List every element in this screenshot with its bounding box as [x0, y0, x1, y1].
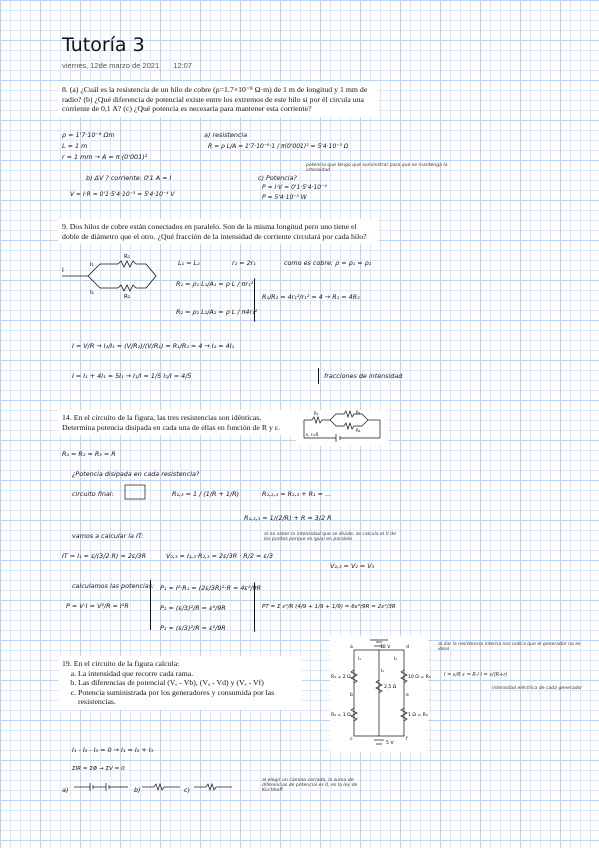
p19-node-c: c	[350, 737, 353, 742]
p9-line-copper: como es cobre: ρ = ρ₁ = ρ₂	[284, 259, 372, 267]
p19-sketch-b	[142, 780, 182, 794]
p8-line-radius: r = 1 mm → A = π (0'001)²	[62, 153, 148, 161]
p19-label-R3: 10 Ω = R₃	[408, 675, 431, 680]
p19-node-b: b	[350, 693, 353, 698]
p19-label-I1: I₁	[358, 656, 361, 661]
p14-line-V23: V₂,₃ = I₂,₃·R₂,₃ = 2ε/3R · R/2 = ε/3	[166, 552, 274, 560]
p8-line-power-formula: P = I·V = 0'1·5'4·10⁻⁴	[262, 184, 327, 191]
page-date	[62, 61, 192, 70]
p9-line-R1: R₁ = ρ₁ L₁/A₁ = ρ L / πr₁²	[176, 280, 254, 288]
problem8-statement: 8. (a) ¿Cuál es la resistencia de un hilo de cobre (ρ=1.7×10⁻⁸ Ω·m) de 1 m de longitud y 1 mm de radio? (b) ¿Qué diferencia de potencial existe entre los extremos de este hilo si por él circula una corriente de 0,1 A? (c) ¿Qué potencia es necesaria para mantener esta corriente?	[58, 82, 378, 117]
p19-circuit-diagram	[330, 636, 431, 752]
p14-circuit-diagram	[296, 410, 388, 446]
p9-line-R2: R₂ = ρ₂ L₂/A₂ = ρ L / π4r₁²	[176, 308, 258, 316]
p9-label-R2: R₂	[124, 294, 131, 300]
p14-line-calc-power: calculamos las potencias:	[72, 582, 155, 590]
p19-label-R4: 1 Ω = R₄	[408, 713, 428, 718]
p19-line-a: a)	[62, 786, 69, 794]
p14-note: al no saber la intensidad que se divide, se calcula el V de los puntos porque es igual en paralelo	[264, 532, 396, 542]
p19-line-kirchhoff-loop: ΣIR = ΣΦ → ΣV = 0	[72, 766, 125, 772]
p19-label-I2: I₂	[381, 668, 384, 673]
p9-label-I2: I₂	[90, 290, 94, 296]
p14-divider	[150, 580, 153, 630]
time-text: 12:07	[173, 61, 192, 70]
p19-node-e: e	[406, 693, 409, 698]
problem14-statement: 14. En el circuito de la figura, las tres resistencias son idénticas. Determina potencia disipada en cada una de ellas en función de R y ε.	[58, 410, 298, 435]
p19-intro: 19. En el circuito de la figura calcula:	[62, 659, 180, 668]
p9-line-fractions: I = I₁ + 4I₁ = 5I₁ → I₁/I = 1/5 I₂/I = 4/5	[72, 372, 192, 380]
p8-line-a: a) resistencia	[204, 131, 248, 139]
p9-circuit-diagram	[60, 254, 160, 300]
p9-line-lengths: L₁ = L₂	[178, 259, 200, 267]
p8-note: potencia que tengo que suministrar para que se mantenga la intensidad	[306, 163, 448, 173]
p8-line-c: c) Potencia?	[258, 174, 297, 182]
p14-line-IT: IT = I₁ = ε/(3/2 R) = 2ε/3R	[62, 552, 147, 560]
p14-line-P1: P₁ = I²·R₁ = (2ε/3R)²·R = 4ε²/9R	[160, 584, 262, 592]
p14-final-circuit	[124, 484, 146, 500]
p14-line-R123-result: R₁,₂,₃ = 1/(2/R) + R = 3/2 R	[244, 514, 332, 522]
p19-label-5V: 5 V	[386, 741, 394, 746]
p9-line-current-ratio: I = V/R → I₂/I₁ = (V/R₂)/(V/R₁) = R₁/R₂ = 4 → I₂ = 4I₁	[72, 342, 235, 350]
p19-item-b: b. Las diferencias de potencial (Vₑ - Vb), (Vₐ - Vd) y (Vₑ - Vf)	[78, 678, 298, 688]
problem19-statement	[58, 656, 302, 710]
p14-label-R3: R₃	[356, 428, 361, 433]
p19-items	[62, 669, 298, 707]
p9-line-radii: r₂ = 2r₁	[232, 259, 256, 267]
p14-line-power-formula: P = V·I = V²/R = I²R	[66, 602, 129, 610]
p14-line-P3: P₃ = (ε/3)²/R = ε²/9R	[160, 624, 226, 632]
p14-line-R123: R₁,₂,₃ = R₂,₃ + R₁ = ...	[262, 490, 332, 498]
p14-label-emf: ε, r=0	[306, 432, 319, 437]
p19-line-b: b)	[134, 786, 141, 794]
page-title: Tutoría 3	[62, 34, 145, 56]
p9-label-fractions: fracciones de intensidad	[324, 372, 403, 380]
p9-brace	[254, 278, 257, 322]
p19-item-c: c. Potencia suministrada por los generadores y consumida por las resistencias.	[78, 688, 298, 707]
p9-label-I: I	[62, 267, 64, 274]
p19-label-R1: R₁ = 2 Ω	[331, 675, 351, 680]
problem9-statement: 9. Dos hilos de cobre están conectados en paralelo. Son de la misma longitud pero uno tiene el doble de diámetro que el otro. ¿Qué fracción de la intensidad de corriente circulará por cada hilo?	[58, 219, 378, 244]
p14-line-question: ¿Potencia disipada en cada resistencia?	[72, 470, 200, 478]
p19-label-2-5ohm: 2,5 Ω	[384, 685, 397, 690]
p19-item-a: a. La intensidad que recorre cada rama.	[78, 669, 298, 679]
p14-label-R1: R₁	[314, 411, 319, 416]
p19-note-generator: intensidad eléctrica de cada generador	[492, 686, 583, 691]
p8-line-rho: ρ = 1'7·10⁻⁸ Ωm	[62, 131, 115, 139]
p14-line-P2: P₂ = (ε/3)²/R = ε²/9R	[160, 604, 226, 612]
p9-line-ratio: R₁/R₂ = 4r₁²/r₁² = 4 → R₁ = 4R₂	[262, 293, 360, 301]
p19-note-formulas: I = ε/R ε = R·I I = ε/(R+r)	[444, 672, 508, 678]
p9-brace-2	[318, 368, 321, 384]
p19-note-internal: al dar la resistencia interna nos indica que el generador no es ideal	[438, 642, 581, 652]
p14-line-equal: R₁ = R₂ = R₃ = R	[62, 450, 116, 458]
date-text: viernes, 12de marzo de 2021	[62, 61, 160, 70]
p14-line-PT: PT = Σ ε²/R (4/9 + 1/9 + 1/9) = 6ε²/9R = 2ε²/3R	[262, 604, 396, 610]
p19-node-a: a	[350, 645, 353, 650]
p14-line-V-equal: V₂,₃ = V₂ = V₃	[330, 562, 375, 570]
p14-line-R23: R₂,₃ = 1 / (1/R + 1/R)	[172, 490, 240, 498]
p14-brace	[254, 582, 257, 632]
p8-line-power-result: P = 5'4·10⁻⁵ W	[262, 194, 307, 201]
p9-label-R1: R₁	[124, 254, 131, 260]
p8-line-b: b) ΔV ? corriente: 0'1 A = I	[86, 174, 172, 182]
p19-label-12V: 12 V	[380, 645, 391, 650]
p19-node-f: f	[406, 737, 408, 742]
p19-line-c: c)	[184, 786, 191, 794]
p19-label-R2: R₂ = 1 Ω	[331, 713, 351, 718]
p14-line-final: circuito final:	[72, 490, 114, 498]
p8-line-resistance: R = ρ L/A = 1'7·10⁻⁸·1 / π(0'001)² = 5'4·10⁻³ Ω	[208, 143, 349, 150]
p8-line-length: L = 1 m	[62, 142, 88, 150]
p14-line-calc-IT: vamos a calcular la IT:	[72, 532, 144, 540]
p19-node-d: d	[406, 645, 409, 650]
p8-line-voltage: V = I·R = 0'1·5'4·10⁻³ = 5'4·10⁻⁴ V	[70, 191, 175, 198]
p19-bottom-note: al elegir un camino cerrado, la suma de diferencias de potencial es 0, es la ley de Kirchhoff	[262, 778, 358, 793]
p19-sketch-c	[194, 780, 234, 794]
p19-sketch-a	[74, 780, 130, 794]
p19-label-I3: I₃	[394, 656, 397, 661]
p9-label-I1: I₁	[90, 262, 94, 268]
p19-line-kirchhoff-nodes: I₁ - I₂ - I₃ = 0 → I₁ = I₂ + I₃	[72, 746, 154, 754]
p14-label-R2: R₂	[356, 410, 361, 415]
